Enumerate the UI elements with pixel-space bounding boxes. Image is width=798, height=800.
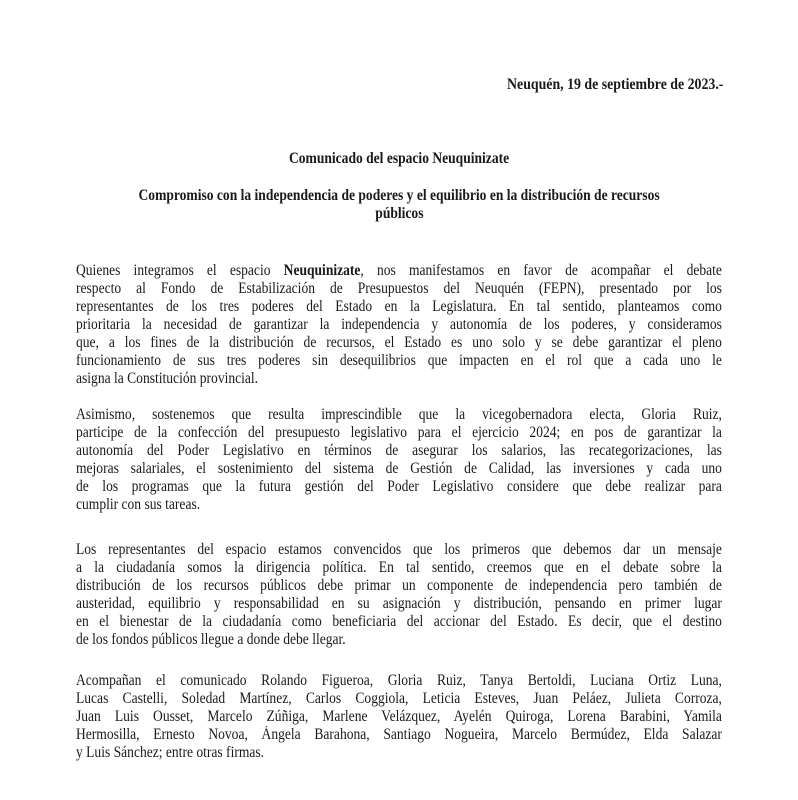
brand-name: Neuquinizate bbox=[283, 262, 361, 279]
paragraph-line: prioritaria la necesidad de garantizar la independencia y autonomía de los poderes, y consideramos bbox=[76, 316, 722, 333]
paragraph-intro bbox=[76, 262, 722, 388]
document-subheading-line-2 bbox=[0, 205, 798, 223]
paragraph-line: Acompañan el comunicado Rolando Figueroa, Gloria Ruiz, Tanya Bertoldi, Luciana Ortiz Luna, bbox=[76, 672, 722, 689]
paragraph-line: asigna la Constitución provincial. bbox=[76, 370, 259, 387]
paragraph-line: Asimismo, sostenemos que resulta imprescindible que la vicegobernadora electa, Gloria Ruiz, bbox=[76, 406, 722, 423]
date-line: Neuquén, 19 de septiembre de 2023.- bbox=[506, 76, 723, 93]
paragraph-line: Los representantes del espacio estamos convencidos que los primeros que debemos dar un mensaje bbox=[76, 541, 722, 558]
paragraph-line: cumplir con sus tareas. bbox=[76, 496, 201, 513]
paragraph-line: en el bienestar de la ciudadanía como beneficiaria del accionar del Estado. Es decir, que el destino bbox=[76, 613, 722, 630]
paragraph-line: austeridad, equilibrio y responsabilidad en su asignación y distribución, pensando en primer lugar bbox=[76, 595, 722, 612]
paragraph-line: de los fondos públicos llegue a donde debe llegar. bbox=[76, 631, 346, 648]
paragraph-line: que, a los fines de la distribución de recursos, el Estado es uno solo y se debe garantizar el pleno bbox=[76, 334, 722, 351]
paragraph-line bbox=[76, 262, 722, 280]
paragraph-line: autonomía del Poder Legislativo en términos de asegurar los salarios, las recategorizaciones, las bbox=[76, 442, 722, 459]
paragraph-line: participe de la confección del presupuesto legislativo para el ejercicio 2024; en pos de garantizar la bbox=[76, 424, 722, 441]
paragraph-budget bbox=[76, 406, 722, 514]
paragraph-line: y Luis Sánchez; entre otras firmas. bbox=[76, 744, 265, 761]
paragraph-line: mejoras salariales, el sostenimiento del sistema de Gestión de Calidad, las inversiones y cada uno bbox=[76, 460, 722, 477]
paragraph-representatives bbox=[76, 541, 722, 649]
paragraph-line: funcionamiento de sus tres poderes sin desequilibrios que impacten en el rol que a cada uno le bbox=[76, 352, 722, 369]
paragraph-signatories bbox=[76, 672, 722, 762]
subheading-text: públicos bbox=[374, 205, 424, 222]
line-text: Quienes integramos el espacio bbox=[76, 262, 284, 279]
paragraph-line: de los programas que la futura gestión del Poder Legislativo considere que debe realizar para bbox=[76, 478, 722, 495]
paragraph-line: representantes de los tres poderes del Estado en la Legislatura. En tal sentido, planteamos como bbox=[76, 298, 722, 315]
document-heading bbox=[0, 150, 798, 168]
paragraph-line: respecto al Fondo de Estabilización de Presupuestos del Neuquén (FEPN), presentado por los bbox=[76, 280, 722, 297]
document-subheading-line-1 bbox=[0, 187, 798, 205]
paragraph-line: a la ciudadanía somos la dirigencia política. En tal sentido, creemos que en el debate sobre la bbox=[76, 559, 722, 576]
paragraph-line: Hermosilla, Ernesto Novoa, Ángela Barahona, Santiago Nogueira, Marcelo Bermúdez, Elda Salazar bbox=[76, 726, 722, 743]
paragraph-line: Juan Luis Ousset, Marcelo Zúñiga, Marlene Velázquez, Ayelén Quiroga, Lorena Barabini, Yamila bbox=[76, 708, 722, 725]
subheading-text: Compromiso con la independencia de poderes y el equilibrio en la distribución de recursos bbox=[138, 187, 660, 204]
paragraph-line: Lucas Castelli, Soledad Martínez, Carlos Coggiola, Leticia Esteves, Juan Peláez, Julieta Corroza, bbox=[76, 690, 722, 707]
line-text: , nos manifestamos en favor de acompañar el debate bbox=[360, 262, 722, 279]
heading-text: Comunicado del espacio Neuquinizate bbox=[288, 150, 510, 167]
paragraph-line: distribución de los recursos públicos debe primar un componente de independencia pero también de bbox=[76, 577, 722, 594]
